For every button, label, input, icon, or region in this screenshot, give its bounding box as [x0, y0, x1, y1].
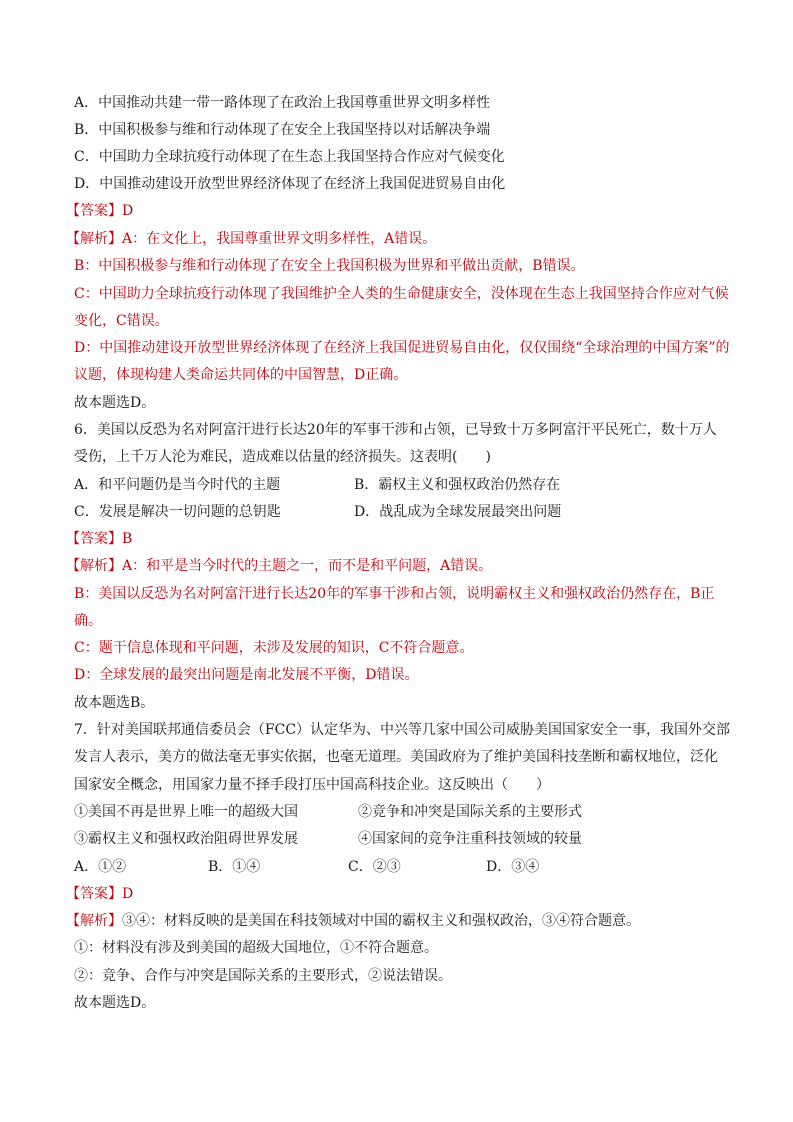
q7-analysis-line-1: [66, 911, 640, 931]
answer-label: 【答案】: [66, 203, 122, 219]
answer-value: D: [122, 886, 134, 902]
answer-value: B: [122, 531, 133, 547]
q6-options-row-2: [74, 502, 562, 522]
q7-analysis-line-3: ②：竞争、合作与冲突是国际关系的主要形式，②说法错误。: [74, 968, 452, 984]
answer-label: 【答案】: [66, 886, 122, 902]
q5-option-d: D．中国推动建设开放型世界经济体现了在经济上我国促进贸易自由化: [74, 176, 506, 192]
q5-analysis-line-4: 变化，C错误。: [74, 313, 169, 329]
analysis-label: 【解析】: [66, 558, 122, 574]
q6-analysis-line-1: [66, 556, 492, 576]
q5-conclusion: 故本题选D。: [74, 395, 156, 411]
q5-analysis-line-3: C：中国助力全球抗疫行动体现了我国维护全人类的生命健康安全，没体现在生态上我国坚持合作应对气候: [74, 286, 729, 302]
q7-option-a: A．①②: [74, 859, 127, 875]
analysis-text: A：和平是当今时代的主题之一，而不是和平问题，A错误。: [122, 558, 493, 574]
q6-stem-line-2: 受伤，上千万人沦为难民，造成难以估量的经济损失。这表明( ): [74, 449, 491, 465]
q7-stem-line-3: 国家安全概念，用国家力量不择手段打压中国高科技企业。这反映出（ ）: [74, 777, 550, 793]
q6-option-b: B．霸权主义和强权政治仍然存在: [354, 477, 561, 493]
q7-statement-4: ④国家间的竞争注重科技领域的较量: [358, 831, 582, 847]
analysis-text: ③④：材料反映的是美国在科技领域对中国的霸权主义和强权政治，③④符合题意。: [122, 913, 640, 929]
q7-option-d: D．③④: [486, 859, 540, 875]
q6-analysis-line-5: D：全球发展的最突出问题是南北发展不平衡，D错误。: [74, 667, 419, 683]
q5-option-b: B．中国积极参与维和行动体现了在安全上我国坚持以对话解决争端: [74, 122, 491, 138]
q7-stem-line-1: 7．针对美国联邦通信委员会（FCC）认定华为、中兴等几家中国公司威胁美国国家安全一事，我国外交部: [74, 722, 731, 738]
q7-statement-2: ②竞争和冲突是国际关系的主要形式: [358, 804, 582, 820]
q5-answer: [66, 201, 133, 221]
q7-answer: [66, 884, 133, 904]
q6-options-row-1: [74, 475, 561, 495]
q7-option-b: B．①④: [208, 859, 261, 875]
q7-statement-1: ①美国不再是世界上唯一的超级大国: [74, 804, 298, 820]
q6-conclusion: 故本题选B。: [74, 695, 155, 711]
q5-analysis-line-5: D：中国推动建设开放型世界经济体现了在经济上我国促进贸易自由化，仅仅围绕“全球治理的中国方案”的: [74, 340, 730, 356]
q5-analysis-line-6: 议题，体现构建人类命运共同体的中国智慧，D正确。: [74, 367, 408, 383]
q7-analysis-line-2: ①：材料没有涉及到美国的超级大国地位，①不符合题意。: [74, 940, 438, 956]
q6-analysis-line-4: C：题干信息体现和平问题，未涉及发展的知识，C不符合题意。: [74, 640, 474, 656]
q7-stem-line-2: 发言人表示，美方的做法毫无事实依据，也毫无道理。美国政府为了维护美国科技垄断和霸权地位，泛化: [74, 749, 718, 765]
q6-stem-line-1: 6．美国以反恐为名对阿富汗进行长达20年的军事干涉和占领，已导致十万多阿富汗平民死亡，数十万人: [74, 422, 717, 438]
answer-value: D: [122, 203, 134, 219]
q5-analysis-line-2: B：中国积极参与维和行动体现了在安全上我国积极为世界和平做出贡献，B错误。: [74, 258, 585, 274]
analysis-label: 【解析】: [66, 913, 122, 929]
q7-statements-row-2: [74, 829, 582, 849]
q6-analysis-line-3: 确。: [74, 613, 102, 629]
analysis-text: A：在文化上，我国尊重世界文明多样性，A错误。: [122, 231, 437, 247]
q6-option-a: A．和平问题仍是当今时代的主题: [74, 477, 281, 493]
q6-option-c: C．发展是解决一切问题的总钥匙: [74, 504, 281, 520]
q6-option-d: D．战乱成为全球发展最突出问题: [354, 504, 562, 520]
q7-statements-row-1: [74, 802, 582, 822]
q6-answer: [66, 529, 132, 549]
q5-option-c: C．中国助力全球抗疫行动体现了在生态上我国坚持合作应对气候变化: [74, 149, 505, 165]
q7-statement-3: ③霸权主义和强权政治阻碍世界发展: [74, 831, 298, 847]
q5-option-a: A．中国推动共建一带一路体现了在政治上我国尊重世界文明多样性: [74, 95, 491, 111]
q7-option-c: C．②③: [348, 859, 401, 875]
q7-conclusion: 故本题选D。: [74, 995, 156, 1011]
q5-analysis-line-1: [66, 229, 436, 249]
answer-label: 【答案】: [66, 531, 122, 547]
q6-analysis-line-2: B：美国以反恐为名对阿富汗进行长达20年的军事干涉和占领，说明霸权主义和强权政治仍然存在，B正: [74, 586, 715, 602]
q7-options-row: [74, 857, 540, 877]
analysis-label: 【解析】: [66, 231, 122, 247]
